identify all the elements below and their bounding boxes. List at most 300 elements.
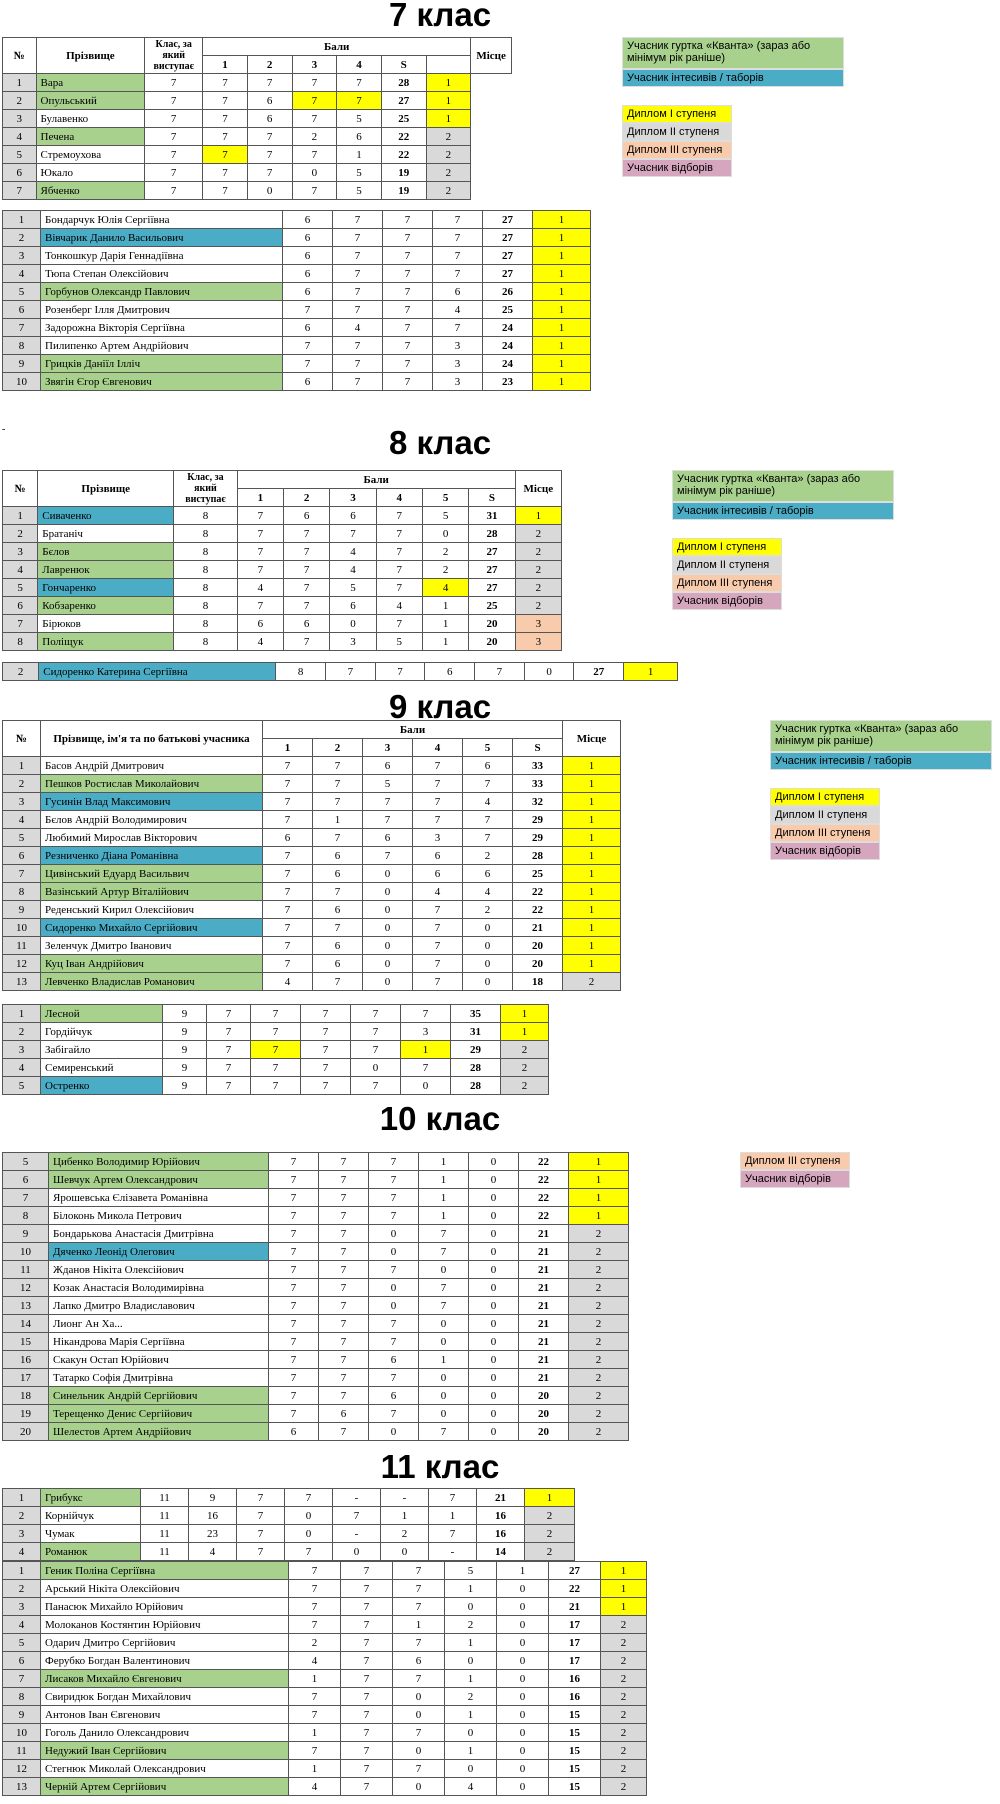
legend-8 xyxy=(672,470,894,610)
score-cell: 4 xyxy=(333,319,383,337)
place-cell: 2 xyxy=(601,1778,647,1796)
score-cell: 7 xyxy=(333,247,383,265)
participant-name: Гончаренко xyxy=(38,579,174,597)
score-cell: 18 xyxy=(513,973,563,991)
score-cell: 7 xyxy=(383,337,433,355)
score-cell: 16 xyxy=(189,1507,237,1525)
table-row xyxy=(3,775,621,793)
place-cell: 1 xyxy=(533,373,591,391)
table-row xyxy=(3,128,512,146)
place-cell: 1 xyxy=(533,211,591,229)
grade-8-title: 8 клас xyxy=(388,424,492,461)
place-cell: 1 xyxy=(533,229,591,247)
grade-9-table-b xyxy=(2,1004,549,1095)
score-cell: 4 xyxy=(376,597,422,615)
participant-name: Антонов Іван Євгенович xyxy=(41,1706,289,1724)
score-cell: 1 xyxy=(313,811,363,829)
col-5: 5 xyxy=(422,489,468,507)
row-number: 3 xyxy=(3,110,37,128)
score-cell: 7 xyxy=(313,775,363,793)
row-number: 8 xyxy=(3,337,41,355)
score-cell: 7 xyxy=(207,1059,251,1077)
score-cell: 7 xyxy=(383,319,433,337)
place-cell: 2 xyxy=(501,1041,549,1059)
score-cell: 7 xyxy=(433,247,483,265)
score-cell: 7 xyxy=(341,1760,393,1778)
participant-name: Сидоренко Катерина Сергіївна xyxy=(39,663,276,681)
score-cell: 6 xyxy=(237,615,283,633)
table-row xyxy=(3,1580,647,1598)
score-cell: 0 xyxy=(369,1423,419,1441)
score-cell: 0 xyxy=(445,1724,497,1742)
score-cell: 20 xyxy=(469,615,515,633)
row-number: 10 xyxy=(3,373,41,391)
score-cell: 23 xyxy=(483,373,533,391)
participant-name: Любимий Мирослав Вікторович xyxy=(41,829,263,847)
score-cell: 7 xyxy=(413,901,463,919)
row-number: 1 xyxy=(3,74,37,92)
score-cell: 6 xyxy=(413,865,463,883)
score-cell: 7 xyxy=(237,1543,285,1561)
participant-name: Стремоухова xyxy=(36,146,145,164)
score-cell: 0 xyxy=(330,615,376,633)
score-cell: 7 xyxy=(263,757,313,775)
score-cell: 7 xyxy=(433,211,483,229)
score-cell: 7 xyxy=(383,211,433,229)
participant-name: Лесной xyxy=(41,1005,163,1023)
score-cell: 7 xyxy=(433,319,483,337)
table-row xyxy=(3,1005,549,1023)
table-row xyxy=(3,1778,647,1796)
participant-name: Грибукс xyxy=(41,1489,141,1507)
row-number: 1 xyxy=(3,1005,41,1023)
score-cell: 21 xyxy=(519,1333,569,1351)
score-cell: 7 xyxy=(413,757,463,775)
row-number: 6 xyxy=(3,164,37,182)
table-row xyxy=(3,1598,647,1616)
score-cell: 7 xyxy=(333,355,383,373)
row-number: 5 xyxy=(3,146,37,164)
score-cell: 1 xyxy=(419,1351,469,1369)
score-cell: 7 xyxy=(292,182,337,200)
participant-name: Булавенко xyxy=(36,110,145,128)
score-cell: 22 xyxy=(549,1580,601,1598)
col-2: 2 xyxy=(247,56,292,74)
score-cell: 7 xyxy=(383,265,433,283)
score-cell: 6 xyxy=(283,373,333,391)
score-cell: 0 xyxy=(401,1077,451,1095)
score-cell: 5 xyxy=(445,1562,497,1580)
legend-intensive: Учасник інтесивів / таборів xyxy=(622,69,844,87)
score-cell: 7 xyxy=(263,865,313,883)
score-cell: 20 xyxy=(519,1423,569,1441)
score-cell: 2 xyxy=(422,543,468,561)
score-cell: 0 xyxy=(497,1598,549,1616)
score-cell: 7 xyxy=(203,182,248,200)
place-cell: 3 xyxy=(515,633,561,651)
score-cell: 0 xyxy=(497,1634,549,1652)
table-row xyxy=(3,973,621,991)
score-cell: 0 xyxy=(247,182,292,200)
table-row xyxy=(3,1189,629,1207)
participant-name: Бондарчук Юлія Сергіївна xyxy=(41,211,283,229)
score-cell: 7 xyxy=(292,146,337,164)
place-cell: 1 xyxy=(563,829,621,847)
legend-kvant: Учасник гуртка «Кванта» (зараз або мінімум рік раніше) xyxy=(622,37,844,69)
row-number: 4 xyxy=(3,811,41,829)
place-cell: 1 xyxy=(563,811,621,829)
place-cell: 1 xyxy=(624,663,678,681)
score-cell: 6 xyxy=(463,757,513,775)
score-cell: 7 xyxy=(145,182,203,200)
score-cell: 0 xyxy=(369,1279,419,1297)
score-cell: 7 xyxy=(263,883,313,901)
score-cell: 6 xyxy=(413,847,463,865)
score-cell: 7 xyxy=(251,1023,301,1041)
grade-7-title: 7 клас xyxy=(388,0,492,33)
row-number: 9 xyxy=(3,901,41,919)
score-cell: 7 xyxy=(369,1315,419,1333)
table-row xyxy=(3,1243,629,1261)
legend-selection: Учасник відборів xyxy=(672,592,782,610)
table-row xyxy=(3,525,562,543)
row-number: 8 xyxy=(3,883,41,901)
participant-name: Куц Іван Андрійович xyxy=(41,955,263,973)
participant-name: Нікандрова Марія Сергіївна xyxy=(49,1333,269,1351)
score-cell: 26 xyxy=(483,283,533,301)
score-cell: 7 xyxy=(463,811,513,829)
score-cell: 7 xyxy=(351,1041,401,1059)
score-cell: 0 xyxy=(469,1261,519,1279)
row-number: 9 xyxy=(3,1706,41,1724)
table-row xyxy=(3,561,562,579)
score-cell: 21 xyxy=(513,919,563,937)
score-cell: 0 xyxy=(419,1387,469,1405)
score-cell: 28 xyxy=(381,74,426,92)
score-cell: 7 xyxy=(301,1005,351,1023)
col-bali: Бали xyxy=(263,721,563,739)
score-cell: 21 xyxy=(519,1243,569,1261)
score-cell: 7 xyxy=(393,1562,445,1580)
score-cell: 6 xyxy=(363,757,413,775)
score-cell: 7 xyxy=(263,937,313,955)
grade-10-title: 10 клас xyxy=(379,1100,501,1137)
score-cell: 6 xyxy=(330,507,376,525)
participant-name: Левченко Владислав Романович xyxy=(41,973,263,991)
score-cell: 4 xyxy=(189,1543,237,1561)
score-cell: 7 xyxy=(269,1297,319,1315)
score-cell: 7 xyxy=(319,1369,369,1387)
score-cell: 7 xyxy=(413,973,463,991)
score-cell: 7 xyxy=(301,1059,351,1077)
col-3: 3 xyxy=(330,489,376,507)
legend-d3: Диплом ІІІ ступеня xyxy=(770,824,880,842)
score-cell: 0 xyxy=(497,1778,549,1796)
score-cell: 22 xyxy=(519,1171,569,1189)
row-number: 3 xyxy=(3,793,41,811)
legend-d2: Диплом ІІ ступеня xyxy=(770,806,880,824)
score-cell: 7 xyxy=(333,229,383,247)
score-cell: 6 xyxy=(463,865,513,883)
score-cell: 7 xyxy=(419,1225,469,1243)
score-cell: 7 xyxy=(319,1243,369,1261)
table-row xyxy=(3,633,562,651)
row-number: 9 xyxy=(3,355,41,373)
row-number: 7 xyxy=(3,319,41,337)
table-row xyxy=(3,1652,647,1670)
score-cell: 7 xyxy=(341,1598,393,1616)
table-row xyxy=(3,1261,629,1279)
place-cell: 1 xyxy=(569,1207,629,1225)
row-number: 2 xyxy=(3,775,41,793)
score-cell: 11 xyxy=(141,1543,189,1561)
row-number: 4 xyxy=(3,1616,41,1634)
score-cell: 7 xyxy=(203,74,248,92)
score-cell: 7 xyxy=(247,74,292,92)
score-cell: 7 xyxy=(326,663,376,681)
row-number: 20 xyxy=(3,1423,49,1441)
place-cell: 2 xyxy=(601,1652,647,1670)
score-cell: 6 xyxy=(263,829,313,847)
participant-name: Розенберг Ілля Дмитрович xyxy=(41,301,283,319)
legend-selection: Учасник відборів xyxy=(770,842,880,860)
score-cell: 7 xyxy=(145,92,203,110)
legend-selection: Учасник відборів xyxy=(622,159,732,177)
participant-name: Тюпа Степан Олексійович xyxy=(41,265,283,283)
score-cell: 7 xyxy=(475,663,525,681)
score-cell: 7 xyxy=(433,265,483,283)
col-num: № xyxy=(3,721,41,757)
score-cell: 0 xyxy=(445,1760,497,1778)
score-cell: 7 xyxy=(313,793,363,811)
score-cell: 0 xyxy=(369,1297,419,1315)
table-row xyxy=(3,1023,549,1041)
participant-name: Вазінський Артур Віталійович xyxy=(41,883,263,901)
score-cell: 1 xyxy=(419,1207,469,1225)
place-cell: 1 xyxy=(601,1598,647,1616)
score-cell: 7 xyxy=(319,1333,369,1351)
score-cell: 22 xyxy=(513,883,563,901)
score-cell: 2 xyxy=(292,128,337,146)
score-cell: 7 xyxy=(333,265,383,283)
score-cell: 0 xyxy=(497,1616,549,1634)
score-cell: 7 xyxy=(413,955,463,973)
score-cell: 20 xyxy=(513,937,563,955)
score-cell: 1 xyxy=(419,1189,469,1207)
score-cell: 7 xyxy=(419,1243,469,1261)
score-cell: 29 xyxy=(513,811,563,829)
score-cell: 7 xyxy=(369,1369,419,1387)
grade-11-title: 11 клас xyxy=(380,1448,500,1485)
score-cell: 0 xyxy=(445,1598,497,1616)
row-number: 11 xyxy=(3,1742,41,1760)
table-row xyxy=(3,829,621,847)
place-cell: 1 xyxy=(501,1023,549,1041)
col-s: S xyxy=(469,489,515,507)
score-cell: 7 xyxy=(333,337,383,355)
row-number: 2 xyxy=(3,1580,41,1598)
table-row xyxy=(3,507,562,525)
score-cell: - xyxy=(429,1543,477,1561)
score-cell: 7 xyxy=(237,525,283,543)
score-cell: 7 xyxy=(376,579,422,597)
score-cell: 7 xyxy=(319,1387,369,1405)
score-cell: 7 xyxy=(413,793,463,811)
place-cell: 1 xyxy=(501,1005,549,1023)
table-row xyxy=(3,1225,629,1243)
score-cell: 7 xyxy=(376,561,422,579)
score-cell: 2 xyxy=(289,1634,341,1652)
participant-name: Печена xyxy=(36,128,145,146)
table-row xyxy=(3,229,591,247)
score-cell: 22 xyxy=(519,1189,569,1207)
score-cell: 24 xyxy=(483,355,533,373)
score-cell: 7 xyxy=(319,1423,369,1441)
table-row xyxy=(3,1706,647,1724)
score-cell: 6 xyxy=(313,955,363,973)
score-cell: 33 xyxy=(513,757,563,775)
score-cell: 7 xyxy=(393,1670,445,1688)
row-number: 7 xyxy=(3,182,37,200)
table-row xyxy=(3,92,512,110)
score-cell: 7 xyxy=(247,164,292,182)
score-cell: 7 xyxy=(369,1261,419,1279)
col-3: 3 xyxy=(292,56,337,74)
col-1: 1 xyxy=(203,56,248,74)
place-cell: 2 xyxy=(569,1279,629,1297)
score-cell: 27 xyxy=(469,579,515,597)
score-cell: 7 xyxy=(301,1023,351,1041)
score-cell: 7 xyxy=(313,973,363,991)
table-row xyxy=(3,1562,647,1580)
legend-10 xyxy=(740,1152,850,1188)
score-cell: 15 xyxy=(549,1724,601,1742)
table-row xyxy=(3,1279,629,1297)
participant-name: Козак Анастасія Володимирівна xyxy=(49,1279,269,1297)
score-cell: 7 xyxy=(429,1525,477,1543)
col-num: № xyxy=(3,38,37,74)
table-row xyxy=(3,337,591,355)
score-cell: 6 xyxy=(283,247,333,265)
table-row xyxy=(3,579,562,597)
table-row xyxy=(3,110,512,128)
participant-name: Арський Нікіта Олексійович xyxy=(41,1580,289,1598)
score-cell: 0 xyxy=(393,1706,445,1724)
score-cell: 7 xyxy=(351,1005,401,1023)
score-cell: 0 xyxy=(469,1207,519,1225)
place-cell: 2 xyxy=(426,164,471,182)
place-cell: 1 xyxy=(563,757,621,775)
score-cell: 27 xyxy=(483,229,533,247)
table-row xyxy=(3,1489,575,1507)
participant-name: Тонкошкур Дарія Геннадіївна xyxy=(41,247,283,265)
score-cell: 1 xyxy=(289,1760,341,1778)
place-cell: 2 xyxy=(601,1724,647,1742)
col-5: 5 xyxy=(463,739,513,757)
participant-name: Недужий Іван Сергійович xyxy=(41,1742,289,1760)
table-row xyxy=(3,1333,629,1351)
participant-name: Остренко xyxy=(41,1077,163,1095)
score-cell: 0 xyxy=(497,1580,549,1598)
table-row xyxy=(3,146,512,164)
score-cell: 6 xyxy=(247,110,292,128)
score-cell: 21 xyxy=(519,1351,569,1369)
table-row xyxy=(3,1369,629,1387)
col-4: 4 xyxy=(376,489,422,507)
legend-selection: Учасник відборів xyxy=(740,1170,850,1188)
participant-name: Одарич Дмитро Сергійович xyxy=(41,1634,289,1652)
participant-name: Геник Поліна Сергіївна xyxy=(41,1562,289,1580)
place-cell: 2 xyxy=(515,597,561,615)
col-3: 3 xyxy=(363,739,413,757)
score-cell: 7 xyxy=(413,919,463,937)
score-cell: 7 xyxy=(351,1023,401,1041)
score-cell: 5 xyxy=(376,633,422,651)
score-cell: 8 xyxy=(174,615,237,633)
participant-name: Молоканов Костянтин Юрійович xyxy=(41,1616,289,1634)
row-number: 3 xyxy=(3,247,41,265)
legend-kvant: Учасник гуртка «Кванта» (зараз або мінімум рік раніше) xyxy=(770,720,992,752)
participant-name: Романюк xyxy=(41,1543,141,1561)
place-cell: 2 xyxy=(569,1261,629,1279)
score-cell: 1 xyxy=(393,1616,445,1634)
score-cell: 7 xyxy=(383,247,433,265)
place-cell: 1 xyxy=(426,110,471,128)
score-cell: 11 xyxy=(141,1489,189,1507)
score-cell: 0 xyxy=(469,1387,519,1405)
participant-name: Жданов Нікіта Олексійович xyxy=(49,1261,269,1279)
score-cell: 8 xyxy=(174,507,237,525)
table-row xyxy=(3,663,678,681)
score-cell: 3 xyxy=(433,337,483,355)
score-cell: 7 xyxy=(207,1077,251,1095)
score-cell: 7 xyxy=(301,1077,351,1095)
table-row xyxy=(3,247,591,265)
participant-name: Чумак xyxy=(41,1525,141,1543)
score-cell: 27 xyxy=(483,265,533,283)
score-cell: 24 xyxy=(483,337,533,355)
table-row xyxy=(3,865,621,883)
col-2: 2 xyxy=(313,739,363,757)
score-cell: 1 xyxy=(445,1670,497,1688)
place-cell: 2 xyxy=(601,1706,647,1724)
row-number: 4 xyxy=(3,561,38,579)
score-cell: 8 xyxy=(174,579,237,597)
place-cell: 1 xyxy=(563,793,621,811)
score-cell: 7 xyxy=(145,110,203,128)
participant-name: Татарко Софія Дмитрівна xyxy=(49,1369,269,1387)
score-cell: 7 xyxy=(207,1041,251,1059)
score-cell: 7 xyxy=(145,146,203,164)
table-row xyxy=(3,373,591,391)
score-cell: 7 xyxy=(319,1225,369,1243)
col-klas: Клас, за який виступає xyxy=(174,471,237,507)
score-cell: 7 xyxy=(393,1724,445,1742)
score-cell: 3 xyxy=(330,633,376,651)
score-cell: 7 xyxy=(363,847,413,865)
score-cell: 7 xyxy=(283,597,329,615)
place-cell: 2 xyxy=(563,973,621,991)
score-cell: 31 xyxy=(469,507,515,525)
place-cell: 1 xyxy=(533,355,591,373)
legend-intensive: Учасник інтесивів / таборів xyxy=(672,502,894,520)
row-number: 12 xyxy=(3,1279,49,1297)
row-number: 2 xyxy=(3,525,38,543)
score-cell: 4 xyxy=(413,883,463,901)
score-cell: 6 xyxy=(369,1351,419,1369)
score-cell: 2 xyxy=(445,1616,497,1634)
participant-name: Корнійчук xyxy=(41,1507,141,1525)
